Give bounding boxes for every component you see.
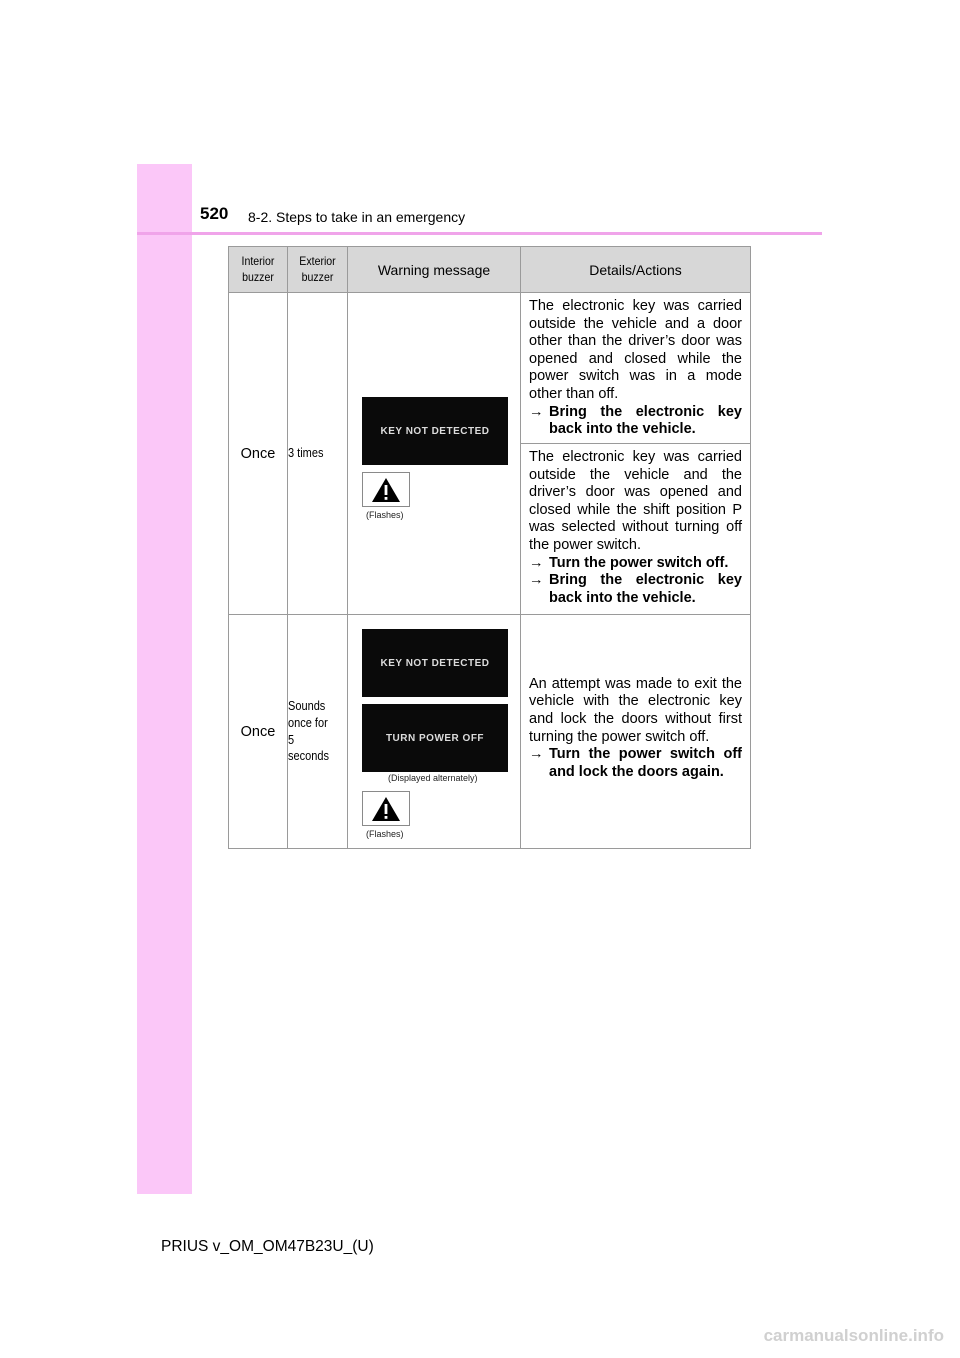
- watermark-logo: carmanualsonline.info: [763, 1326, 944, 1345]
- exterior-buzzer-cell: Sounds once for 5 seconds: [288, 615, 348, 849]
- multi-info-display: TURN POWER OFF: [362, 704, 508, 772]
- interior-buzzer-cell: Once: [229, 293, 288, 615]
- multi-info-display: KEY NOT DETECTED: [362, 397, 508, 465]
- warning-message-cell: [348, 615, 521, 849]
- details-block: [521, 293, 750, 444]
- page-number: 520: [200, 204, 229, 223]
- action-item: → Bring the electronic key back into the vehicle.: [529, 572, 742, 606]
- details-block: [521, 444, 750, 613]
- header-details-actions: Details/Actions: [521, 247, 751, 293]
- exterior-buzzer-cell: 3 times: [288, 293, 348, 615]
- interior-buzzer-cell: Once: [229, 615, 288, 849]
- table-row: [229, 293, 751, 615]
- header-divider: [137, 232, 822, 235]
- multi-info-display: KEY NOT DETECTED: [362, 629, 508, 697]
- details-text: The electronic key was carried outside the vehicle and a door other than the driver’s door was opened and closed while the power switch was in a mode other than off.: [529, 298, 742, 402]
- arrow-icon: →: [529, 572, 544, 589]
- table-row: [229, 615, 751, 849]
- details-cell: [521, 615, 751, 849]
- details-text: An attempt was made to exit the vehicle with the electronic key and lock the doors without first turning the power switch off.: [529, 675, 742, 745]
- flashes-note: (Flashes): [366, 510, 404, 520]
- action-item: → Turn the power switch off and lock the doors again.: [529, 746, 742, 780]
- arrow-icon: →: [529, 403, 544, 420]
- warning-message-cell: [348, 293, 521, 615]
- details-text: The electronic key was carried outside the vehicle and the driver’s door was opened and closed while the shift position P was selected without turning off the power switch.: [529, 449, 742, 553]
- details-cell: [521, 293, 751, 615]
- displayed-alternately-note: (Displayed alternately): [388, 773, 478, 783]
- header-exterior-buzzer: Exterior buzzer: [288, 247, 348, 293]
- warning-table: [228, 246, 751, 849]
- details-block: [521, 676, 750, 788]
- warning-triangle-icon: [362, 472, 410, 507]
- section-title: 8-2. Steps to take in an emergency: [248, 209, 466, 225]
- header-warning-message: Warning message: [348, 247, 521, 293]
- warning-triangle-icon: [362, 791, 410, 826]
- action-item: → Bring the electronic key back into the vehicle.: [529, 403, 742, 438]
- side-tab-band: [137, 164, 192, 1194]
- table-header-row: [229, 247, 751, 293]
- header-interior-buzzer: Interior buzzer: [229, 247, 288, 293]
- arrow-icon: →: [529, 554, 544, 571]
- arrow-icon: →: [529, 746, 544, 763]
- action-item: → Turn the power switch off.: [529, 554, 729, 571]
- flashes-note: (Flashes): [366, 829, 404, 839]
- manual-id: PRIUS v_OM_OM47B23U_(U): [161, 1238, 374, 1255]
